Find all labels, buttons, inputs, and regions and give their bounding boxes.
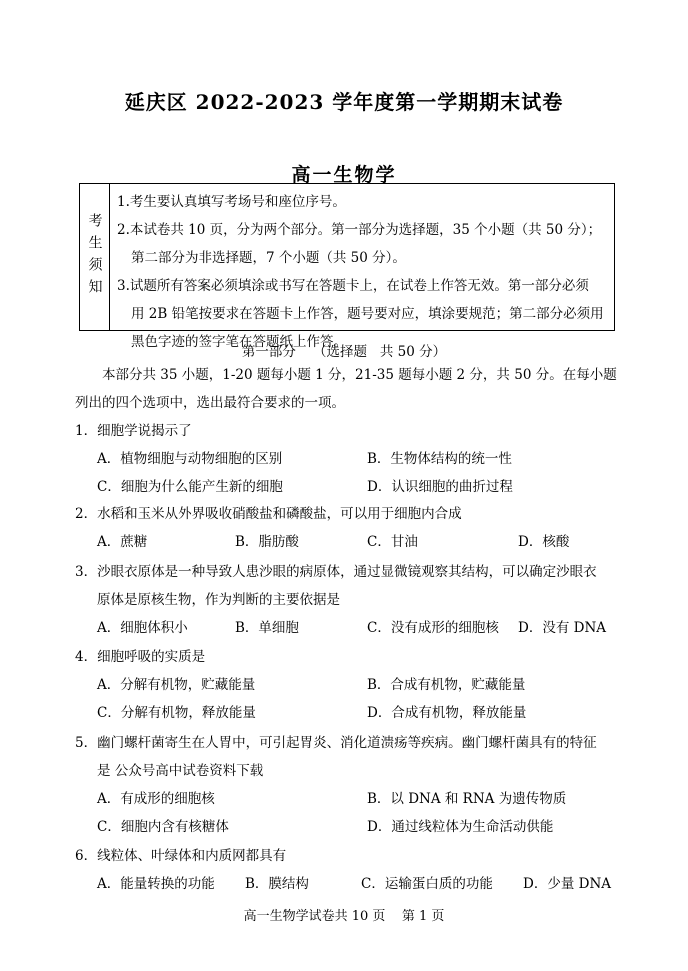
option-d: D．合成有机物，释放能量 xyxy=(367,705,527,721)
option-a: A．分解有机物，贮藏能量 xyxy=(97,677,256,693)
intro-line-1: 本部分共 35 小题，1-20 题每小题 1 分，21-35 题每小题 2 分，共 50 分。在每小题 xyxy=(102,367,617,383)
notice-box xyxy=(79,183,615,350)
options-row xyxy=(75,528,570,556)
notice-label: 考生须知 xyxy=(86,213,103,301)
question-3 xyxy=(75,558,607,642)
options-row xyxy=(75,785,597,813)
options-row xyxy=(75,614,607,642)
question-stem: 4．细胞呼吸的实质是 xyxy=(75,649,206,665)
notice-line-3: 第二部分为非选择题，7 个小题（共 50 分）。 xyxy=(131,250,406,266)
option-a: A．有成形的细胞核 xyxy=(97,791,215,807)
option-c: C．没有成形的细胞核 xyxy=(367,620,499,636)
part-one-title: 第一部分 （选择题 共 50 分） xyxy=(241,344,447,360)
exam-title: 延庆区 2022-2023 学年度第一学期期末试卷 xyxy=(124,90,564,114)
option-b: B．膜结构 xyxy=(245,876,309,892)
notice-line-2: 2.本试卷共 10 页，分为两个部分。第一部分为选择题，35 个小题（共 50 分）； xyxy=(117,222,602,238)
question-stem-continued: 是 公众号高中试卷资料下载 xyxy=(97,763,264,779)
page-footer: 高一生物学试卷共 10 页 第 1 页 xyxy=(243,909,445,924)
question-6 xyxy=(75,842,612,898)
option-a: A．蔗糖 xyxy=(97,534,148,550)
option-c: C．运输蛋白质的功能 xyxy=(361,876,493,892)
option-d: D．核酸 xyxy=(518,534,570,550)
option-d: D．认识细胞的曲折过程 xyxy=(367,479,513,495)
notice-label-cell xyxy=(80,184,110,330)
option-c: C．甘油 xyxy=(367,534,418,550)
question-stem: 2．水稻和玉米从外界吸收硝酸盐和磷酸盐，可以用于细胞内合成 xyxy=(75,506,462,522)
question-5 xyxy=(75,729,597,841)
option-a: A．细胞体积小 xyxy=(97,620,188,636)
question-stem: 3．沙眼衣原体是一种导致人患沙眼的病原体，通过显微镜观察其结构，可以确定沙眼衣 xyxy=(75,564,597,580)
notice-line-1: 1.考生要认真填写考场号和座位序号。 xyxy=(117,194,346,210)
question-1 xyxy=(75,417,513,501)
part-one-intro xyxy=(75,361,615,417)
options-row xyxy=(75,445,512,473)
question-stem: 5．幽门螺杆菌寄生在人胃中，可引起胃炎、消化道溃疡等疾病。幽门螺杆菌具有的特征 xyxy=(75,735,597,751)
notice-line-6: 黑色字迹的签字笔在答题纸上作答。 xyxy=(131,334,347,350)
question-stem: 6．线粒体、叶绿体和内质网都具有 xyxy=(75,848,287,864)
question-stem-continued: 原体是原核生物，作为判断的主要依据是 xyxy=(97,592,340,608)
notice-body xyxy=(117,188,610,356)
option-c: C．细胞内含有核糖体 xyxy=(97,819,229,835)
options-row xyxy=(75,699,527,727)
option-d: D．通过线粒体为生命活动供能 xyxy=(367,819,554,835)
option-a: A．能量转换的功能 xyxy=(97,876,215,892)
options-row xyxy=(75,473,513,501)
option-b: B．单细胞 xyxy=(235,620,299,636)
option-b: B．以 DNA 和 RNA 为遗传物质 xyxy=(367,791,567,807)
option-b: B．合成有机物，贮藏能量 xyxy=(367,677,526,693)
question-stem: 1．细胞学说揭示了 xyxy=(75,423,192,439)
question-4 xyxy=(75,643,527,727)
notice-line-5: 用 2B 铅笔按要求在答题卡上作答，题号要对应，填涂要规范；第二部分必须用 xyxy=(131,306,604,322)
subject-title: 高一生物学 xyxy=(291,164,397,186)
option-c: C．分解有机物，释放能量 xyxy=(97,705,256,721)
option-b: B．脂肪酸 xyxy=(235,534,299,550)
option-d: D．少量 DNA xyxy=(523,876,612,892)
intro-line-2: 列出的四个选项中，选出最符合要求的一项。 xyxy=(75,395,345,411)
option-a: A．植物细胞与动物细胞的区别 xyxy=(97,451,283,467)
options-row xyxy=(75,671,526,699)
option-c: C．细胞为什么能产生新的细胞 xyxy=(97,479,283,495)
options-row xyxy=(75,813,597,841)
option-b: B．生物体结构的统一性 xyxy=(367,451,512,467)
notice-line-4: 3.试题所有答案必须填涂或书写在答题卡上，在试卷上作答无效。第一部分必须 xyxy=(117,278,589,294)
question-2 xyxy=(75,500,570,556)
option-d: D．没有 DNA xyxy=(518,620,607,636)
options-row xyxy=(75,870,612,898)
